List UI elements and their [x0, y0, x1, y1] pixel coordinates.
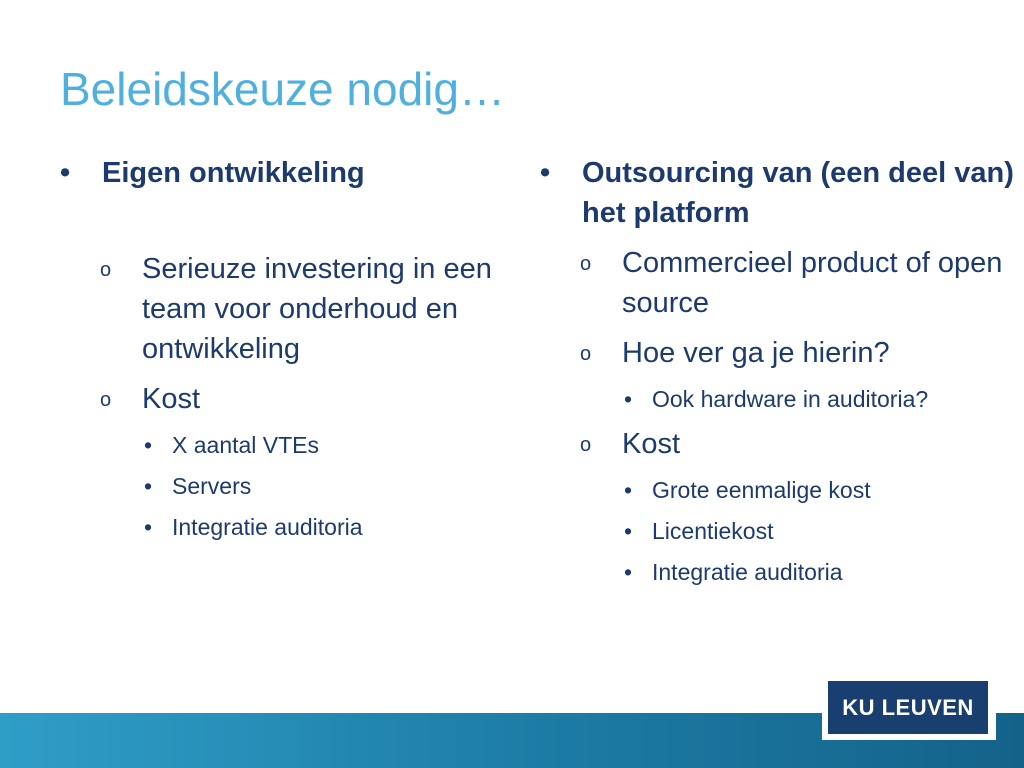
left-item-text: Serieuze investering in een team voor onderhoud en ontwikkeling [142, 253, 492, 365]
right-subitem [538, 516, 1018, 546]
right-item-text: Kost [622, 428, 681, 460]
left-subitem-text: X aantal VTEs [172, 432, 320, 458]
circle-bullet-icon: o [580, 253, 592, 275]
right-item-commercieel [538, 243, 1018, 323]
bullet-icon: • [144, 432, 153, 458]
bullet-icon: • [624, 518, 633, 544]
left-item-kost [58, 379, 508, 419]
right-item-text: Hoe ver ga je hierin? [622, 337, 890, 369]
bullet-icon: • [540, 157, 551, 189]
left-heading [58, 153, 508, 193]
circle-bullet-icon: o [100, 389, 112, 411]
circle-bullet-icon: o [580, 343, 592, 365]
logo-frame [822, 676, 996, 740]
circle-bullet-icon: o [100, 259, 112, 281]
right-item-kost [538, 424, 1018, 464]
right-subitem [538, 384, 1018, 414]
right-subitem-text: Ook hardware in auditoria? [652, 386, 929, 412]
right-heading [538, 153, 1018, 233]
bullet-icon: • [144, 514, 153, 540]
bullet-icon: • [60, 157, 71, 189]
left-subitem [58, 512, 508, 542]
left-subitem-text: Servers [172, 473, 252, 499]
bullet-icon: • [624, 386, 633, 412]
right-item-hoe-ver [538, 333, 1018, 373]
left-subitem [58, 430, 508, 460]
right-subitem [538, 475, 1018, 505]
bullet-icon: • [624, 559, 633, 585]
slide-title: Beleidskeuze nodig… [60, 63, 505, 115]
ku-leuven-logo [828, 681, 988, 734]
right-heading-text: Outsourcing van (een deel van) het platform [582, 157, 1014, 229]
right-subitem-text: Integratie auditoria [652, 559, 843, 585]
right-subitem [538, 557, 1018, 587]
left-item-text: Kost [142, 383, 201, 415]
logo-text: KU LEUVEN [842, 694, 974, 720]
right-column [538, 153, 1018, 587]
left-subitem [58, 471, 508, 501]
left-item-investering [58, 249, 508, 369]
right-subitem-text: Licentiekost [652, 518, 774, 544]
right-subitem-text: Grote eenmalige kost [652, 477, 871, 503]
right-item-text: Commercieel product of open source [622, 247, 1003, 319]
left-column [58, 153, 508, 542]
circle-bullet-icon: o [580, 434, 592, 456]
bullet-icon: • [624, 477, 633, 503]
left-subitem-text: Integratie auditoria [172, 514, 363, 540]
bullet-icon: • [144, 473, 153, 499]
left-heading-text: Eigen ontwikkeling [102, 157, 365, 189]
